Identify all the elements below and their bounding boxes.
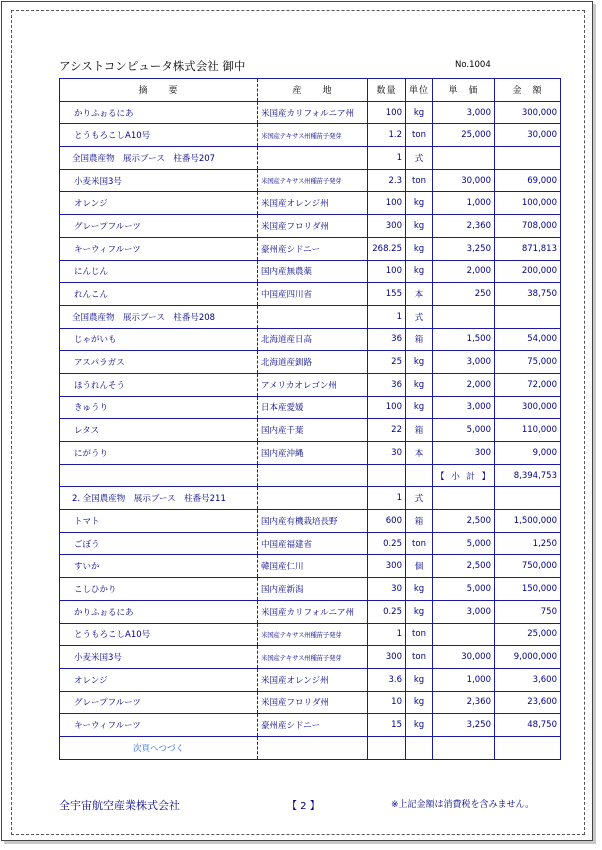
item-amount: 9,000 [495,442,561,465]
item-amount: 23,600 [495,691,561,714]
item-quantity: 600 [368,510,406,533]
item-origin: 北海道産釧路 [258,351,368,374]
item-quantity: 30 [368,442,406,465]
continued-empty-cell [433,736,495,759]
table-row [60,237,561,260]
table-row [60,305,561,328]
page-number: 【 2 】 [287,801,320,812]
table-row [60,623,561,646]
item-amount [495,147,561,170]
item-quantity: 1 [368,623,406,646]
item-origin: 国内産千葉 [258,419,368,442]
item-quantity: 0.25 [368,532,406,555]
item-quantity: 1 [368,147,406,170]
table-row [60,532,561,555]
item-unit-price: 3,250 [433,714,495,737]
item-amount: 100,000 [495,192,561,215]
item-amount: 38,750 [495,283,561,306]
item-description: グレープフルーツ [60,691,258,714]
item-unit-price: 2,000 [433,373,495,396]
table-row [60,714,561,737]
item-unit: kg [406,691,433,714]
item-amount: 30,000 [495,124,561,147]
table-row [60,101,561,124]
item-quantity: 300 [368,646,406,669]
customer-name: アシストコンピュータ株式会社 御中 [59,59,246,73]
item-unit-price: 3,250 [433,237,495,260]
item-amount: 300,000 [495,101,561,124]
item-unit: 個 [406,555,433,578]
item-unit-price: 1,000 [433,192,495,215]
table-row [60,691,561,714]
item-description: 全国農産物 展示ブース 柱番号207 [60,147,258,170]
item-amount: 300,000 [495,396,561,419]
item-origin: 中国産四川省 [258,283,368,306]
table-row [60,169,561,192]
item-origin: 米国産オレンジ州 [258,192,368,215]
item-origin: 韓国産仁川 [258,555,368,578]
item-unit-price: 300 [433,442,495,465]
item-unit-price: 1,500 [433,328,495,351]
table-row [60,283,561,306]
table-row [60,396,561,419]
item-quantity: 100 [368,260,406,283]
item-description: ごぼう [60,532,258,555]
item-description: かりふぉるにあ [60,600,258,623]
item-origin: 米国産オレンジ州 [258,668,368,691]
item-description: オレンジ [60,192,258,215]
column-header-origin: 産 地 [258,79,368,102]
item-unit-price: 2,360 [433,691,495,714]
item-description: キーウィフルーツ [60,714,258,737]
item-quantity: 36 [368,328,406,351]
item-description: きゅうり [60,396,258,419]
item-description: 小麦米国3号 [60,169,258,192]
table-row [60,600,561,623]
item-origin: 米国産テキサス州種苗子発芽 [258,169,368,192]
table-row [60,487,561,510]
item-description: アスパラガス [60,351,258,374]
item-origin [258,487,368,510]
item-quantity: 268.25 [368,237,406,260]
item-unit: 箱 [406,419,433,442]
item-origin: 米国産カリフォルニア州 [258,600,368,623]
table-row [60,260,561,283]
table-row [60,668,561,691]
continued-empty-cell [495,736,561,759]
item-amount: 110,000 [495,419,561,442]
item-origin: アメリカオレゴン州 [258,373,368,396]
table-row [60,419,561,442]
table-row [60,192,561,215]
item-quantity: 10 [368,691,406,714]
item-unit-price: 25,000 [433,124,495,147]
item-description: グレープフルーツ [60,215,258,238]
item-description: にんじん [60,260,258,283]
item-quantity: 300 [368,555,406,578]
table-row [60,646,561,669]
item-origin: 日本産愛媛 [258,396,368,419]
item-unit-price [433,305,495,328]
table-row [60,442,561,465]
item-quantity: 22 [368,419,406,442]
item-origin: 米国産フロリダ州 [258,215,368,238]
issuer-company: 全宇宙航空産業株式会社 [59,799,180,812]
item-unit-price: 30,000 [433,169,495,192]
table-row [60,351,561,374]
item-unit: 式 [406,487,433,510]
item-amount: 3,600 [495,668,561,691]
item-amount: 871,813 [495,237,561,260]
item-description: 2. 全国農産物 展示ブース 柱番号211 [60,487,258,510]
item-quantity: 15 [368,714,406,737]
item-unit: ton [406,124,433,147]
table-header-row [60,79,561,102]
item-description: れんこん [60,283,258,306]
item-unit-price: 3,000 [433,351,495,374]
item-quantity: 100 [368,192,406,215]
item-quantity: 2.3 [368,169,406,192]
item-origin: 国内産新潟 [258,578,368,601]
table-row [60,578,561,601]
continued-empty-cell [258,736,368,759]
item-unit: kg [406,101,433,124]
item-origin: 豪州産シドニー [258,237,368,260]
item-amount: 1,250 [495,532,561,555]
item-amount: 54,000 [495,328,561,351]
item-amount: 150,000 [495,578,561,601]
item-unit-price: 3,000 [433,396,495,419]
item-origin: 国内産有機栽培長野 [258,510,368,533]
item-unit: ton [406,623,433,646]
item-unit-price: 30,000 [433,646,495,669]
table-row [60,373,561,396]
item-unit-price: 3,000 [433,101,495,124]
column-header-description: 摘 要 [60,79,258,102]
item-unit: kg [406,396,433,419]
subtotal-empty-cell [368,464,406,487]
item-quantity: 36 [368,373,406,396]
item-unit: 箱 [406,328,433,351]
item-description: レタス [60,419,258,442]
continued-empty-cell [368,736,406,759]
item-quantity: 1 [368,305,406,328]
item-amount: 72,000 [495,373,561,396]
item-unit: kg [406,237,433,260]
item-origin: 国内産無農薬 [258,260,368,283]
item-unit-price: 2,360 [433,215,495,238]
item-unit-price: 1,000 [433,668,495,691]
item-origin: 米国産テキサス州種苗子発芽 [258,646,368,669]
item-unit: kg [406,600,433,623]
item-description: かりふぉるにあ [60,101,258,124]
item-quantity: 1.2 [368,124,406,147]
item-amount: 9,000,000 [495,646,561,669]
item-unit-price: 5,000 [433,578,495,601]
item-amount: 200,000 [495,260,561,283]
item-quantity: 30 [368,578,406,601]
item-amount: 1,500,000 [495,510,561,533]
item-unit: kg [406,714,433,737]
item-amount: 48,750 [495,714,561,737]
item-origin: 米国産テキサス州種苗子発芽 [258,124,368,147]
item-amount: 25,000 [495,623,561,646]
item-quantity: 0.25 [368,600,406,623]
item-unit-price: 2,500 [433,510,495,533]
item-origin [258,147,368,170]
item-origin: 中国産福建省 [258,532,368,555]
item-unit: 本 [406,283,433,306]
item-amount: 750,000 [495,555,561,578]
column-header-unit: 単位 [406,79,433,102]
item-quantity: 1 [368,487,406,510]
item-origin [258,305,368,328]
item-amount: 708,000 [495,215,561,238]
subtotal-label: 【 小 計 】 [433,464,495,487]
item-amount: 75,000 [495,351,561,374]
item-unit: kg [406,260,433,283]
item-unit-price: 5,000 [433,532,495,555]
continued-label: 次頁へつづく [60,736,258,759]
item-origin: 国内産沖縄 [258,442,368,465]
item-unit: 箱 [406,510,433,533]
item-amount: 750 [495,600,561,623]
table-row [60,328,561,351]
subtotal-row [60,464,561,487]
column-header-amount: 金 額 [495,79,561,102]
item-quantity: 300 [368,215,406,238]
item-description: とうもろこしA10号 [60,623,258,646]
document-number: No.1004 [455,60,491,70]
item-unit-price: 3,000 [433,600,495,623]
subtotal-amount: 8,394,753 [495,464,561,487]
item-description: 全国農産物 展示ブース 柱番号208 [60,305,258,328]
item-origin: 米国産カリフォルニア州 [258,101,368,124]
invoice-table [59,78,561,760]
item-quantity: 3.6 [368,668,406,691]
item-unit: 本 [406,442,433,465]
tax-note: ※上記金額は消費税を含みません。 [391,800,535,810]
continued-row [60,736,561,759]
item-origin: 米国産フロリダ州 [258,691,368,714]
table-row [60,215,561,238]
item-description: すいか [60,555,258,578]
item-unit-price: 5,000 [433,419,495,442]
table-row [60,555,561,578]
table-row [60,510,561,533]
table-row [60,147,561,170]
item-unit-price [433,623,495,646]
item-unit: ton [406,169,433,192]
column-header-unit-price: 単 価 [433,79,495,102]
item-description: ほうれんそう [60,373,258,396]
item-unit: kg [406,351,433,374]
column-header-quantity: 数量 [368,79,406,102]
item-origin: 豪州産シドニー [258,714,368,737]
item-description: オレンジ [60,668,258,691]
item-quantity: 100 [368,101,406,124]
subtotal-empty-cell [60,464,258,487]
item-unit: ton [406,532,433,555]
subtotal-empty-cell [258,464,368,487]
subtotal-empty-cell [406,464,433,487]
item-unit-price: 2,500 [433,555,495,578]
item-unit: kg [406,578,433,601]
item-unit-price [433,147,495,170]
item-description: じゃがいも [60,328,258,351]
item-unit-price: 250 [433,283,495,306]
item-amount: 69,000 [495,169,561,192]
item-description: にがうり [60,442,258,465]
item-description: とうもろこしA10号 [60,124,258,147]
item-unit: ton [406,646,433,669]
item-amount [495,487,561,510]
item-unit: 式 [406,305,433,328]
item-quantity: 100 [368,396,406,419]
item-unit: kg [406,192,433,215]
item-origin: 北海道産日高 [258,328,368,351]
item-quantity: 25 [368,351,406,374]
item-unit-price [433,487,495,510]
item-description: トマト [60,510,258,533]
item-origin: 米国産テキサス州種苗子発芽 [258,623,368,646]
item-description: こしひかり [60,578,258,601]
item-unit: 式 [406,147,433,170]
item-unit: kg [406,668,433,691]
item-amount [495,305,561,328]
continued-empty-cell [406,736,433,759]
table-row [60,124,561,147]
item-unit-price: 2,000 [433,260,495,283]
item-unit: kg [406,215,433,238]
item-quantity: 155 [368,283,406,306]
item-unit: kg [406,373,433,396]
item-description: キーウィフルーツ [60,237,258,260]
item-description: 小麦米国3号 [60,646,258,669]
